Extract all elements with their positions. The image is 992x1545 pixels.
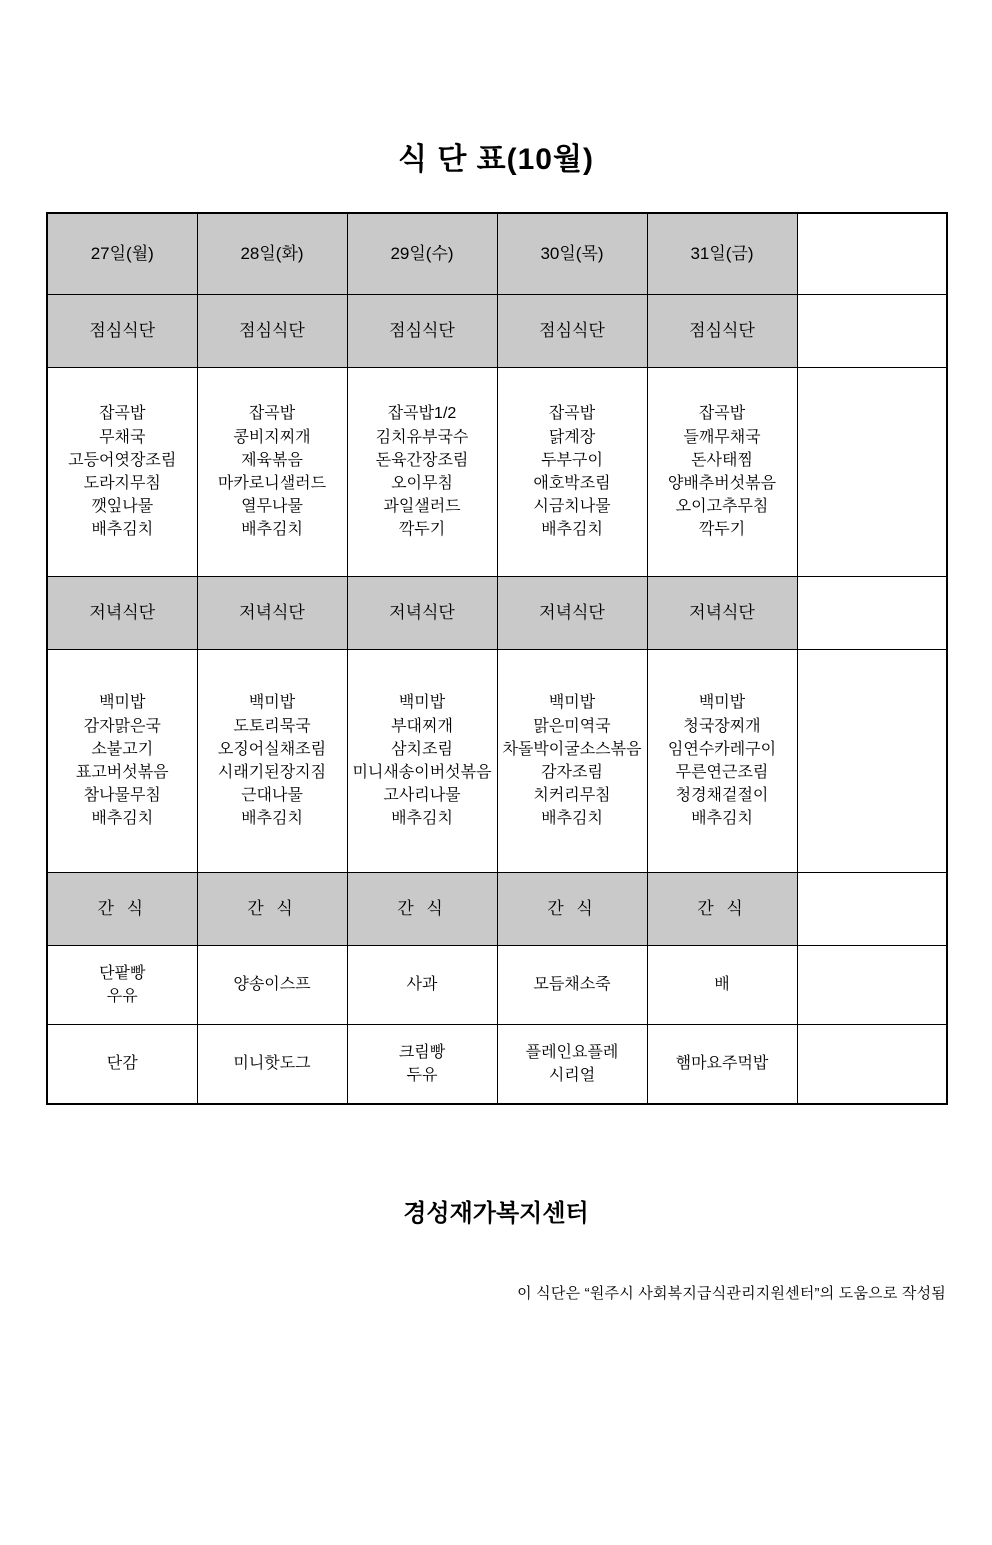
day-header-wed: 29일(수) bbox=[347, 213, 497, 295]
lunch-label-thu: 점심식단 bbox=[497, 295, 647, 368]
snack-label-fri: 간 식 bbox=[647, 873, 797, 946]
snack2-empty bbox=[797, 1025, 947, 1105]
day-header-thu: 30일(목) bbox=[497, 213, 647, 295]
table-row-dinner-menu bbox=[47, 650, 947, 873]
snack-label-tue: 간 식 bbox=[197, 873, 347, 946]
snack1-empty bbox=[797, 946, 947, 1025]
dinner-label-tue: 저녁식단 bbox=[197, 577, 347, 650]
dinner-menu-mon: 백미밥 감자맑은국 소불고기 표고버섯볶음 참나물무침 배추김치 bbox=[47, 650, 197, 873]
lunch-label-tue: 점심식단 bbox=[197, 295, 347, 368]
day-header-fri: 31일(금) bbox=[647, 213, 797, 295]
dinner-label-thu: 저녁식단 bbox=[497, 577, 647, 650]
lunch-menu-tue: 잡곡밥 콩비지찌개 제육볶음 마카로니샐러드 열무나물 배추김치 bbox=[197, 368, 347, 577]
snack1-tue: 양송이스프 bbox=[197, 946, 347, 1025]
lunch-menu-fri: 잡곡밥 들깨무채국 돈사태찜 양배추버섯볶음 오이고추무침 깍두기 bbox=[647, 368, 797, 577]
snack-label-thu: 간 식 bbox=[497, 873, 647, 946]
lunch-label-mon: 점심식단 bbox=[47, 295, 197, 368]
lunch-menu-mon: 잡곡밥 무채국 고등어엿장조림 도라지무침 깻잎나물 배추김치 bbox=[47, 368, 197, 577]
lunch-label-empty bbox=[797, 295, 947, 368]
day-header-tue: 28일(화) bbox=[197, 213, 347, 295]
dinner-menu-fri: 백미밥 청국장찌개 임연수카레구이 무른연근조림 청경채겉절이 배추김치 bbox=[647, 650, 797, 873]
snack-label-mon: 간 식 bbox=[47, 873, 197, 946]
lunch-menu-wed: 잡곡밥1/2 김치유부국수 돈육간장조림 오이무침 과일샐러드 깍두기 bbox=[347, 368, 497, 577]
page-title: 식 단 표(10월) bbox=[398, 143, 594, 176]
dinner-menu-tue: 백미밥 도토리묵국 오징어실채조림 시래기된장지짐 근대나물 배추김치 bbox=[197, 650, 347, 873]
weekly-menu-table bbox=[46, 212, 948, 1105]
day-header-empty bbox=[797, 213, 947, 295]
snack1-thu: 모듬채소죽 bbox=[497, 946, 647, 1025]
snack-label-wed: 간 식 bbox=[347, 873, 497, 946]
snack2-tue: 미니핫도그 bbox=[197, 1025, 347, 1105]
table-row-lunch-labels bbox=[47, 295, 947, 368]
table-row-lunch-menu bbox=[47, 368, 947, 577]
table-row-day-headers bbox=[47, 213, 947, 295]
center-name: 경성재가복지센터 bbox=[403, 1200, 589, 1227]
snack1-mon: 단팥빵 우유 bbox=[47, 946, 197, 1025]
dinner-label-empty bbox=[797, 577, 947, 650]
dinner-menu-empty bbox=[797, 650, 947, 873]
footer-note: 이 식단은 “원주시 사회복지급식관리지원센터”의 도움으로 작성됨 bbox=[517, 1285, 946, 1302]
lunch-label-fri: 점심식단 bbox=[647, 295, 797, 368]
snack1-wed: 사과 bbox=[347, 946, 497, 1025]
snack1-fri: 배 bbox=[647, 946, 797, 1025]
snack2-thu: 플레인요플레 시리얼 bbox=[497, 1025, 647, 1105]
table-row-snack-two bbox=[47, 1025, 947, 1105]
dinner-label-fri: 저녁식단 bbox=[647, 577, 797, 650]
snack-label-empty bbox=[797, 873, 947, 946]
dinner-label-wed: 저녁식단 bbox=[347, 577, 497, 650]
menu-table-container bbox=[46, 212, 946, 1105]
snack2-mon: 단감 bbox=[47, 1025, 197, 1105]
day-header-mon: 27일(월) bbox=[47, 213, 197, 295]
dinner-menu-thu: 백미밥 맑은미역국 차돌박이굴소스볶음 감자조림 치커리무침 배추김치 bbox=[497, 650, 647, 873]
lunch-menu-thu: 잡곡밥 닭계장 두부구이 애호박조림 시금치나물 배추김치 bbox=[497, 368, 647, 577]
lunch-menu-empty bbox=[797, 368, 947, 577]
table-row-snack-labels bbox=[47, 873, 947, 946]
dinner-menu-wed: 백미밥 부대찌개 삼치조림 미니새송이버섯볶음 고사리나물 배추김치 bbox=[347, 650, 497, 873]
lunch-label-wed: 점심식단 bbox=[347, 295, 497, 368]
table-row-snack-one bbox=[47, 946, 947, 1025]
dinner-label-mon: 저녁식단 bbox=[47, 577, 197, 650]
table-row-dinner-labels bbox=[47, 577, 947, 650]
snack2-fri: 햄마요주먹밥 bbox=[647, 1025, 797, 1105]
snack2-wed: 크림빵 두유 bbox=[347, 1025, 497, 1105]
menu-document-page bbox=[0, 142, 992, 1545]
